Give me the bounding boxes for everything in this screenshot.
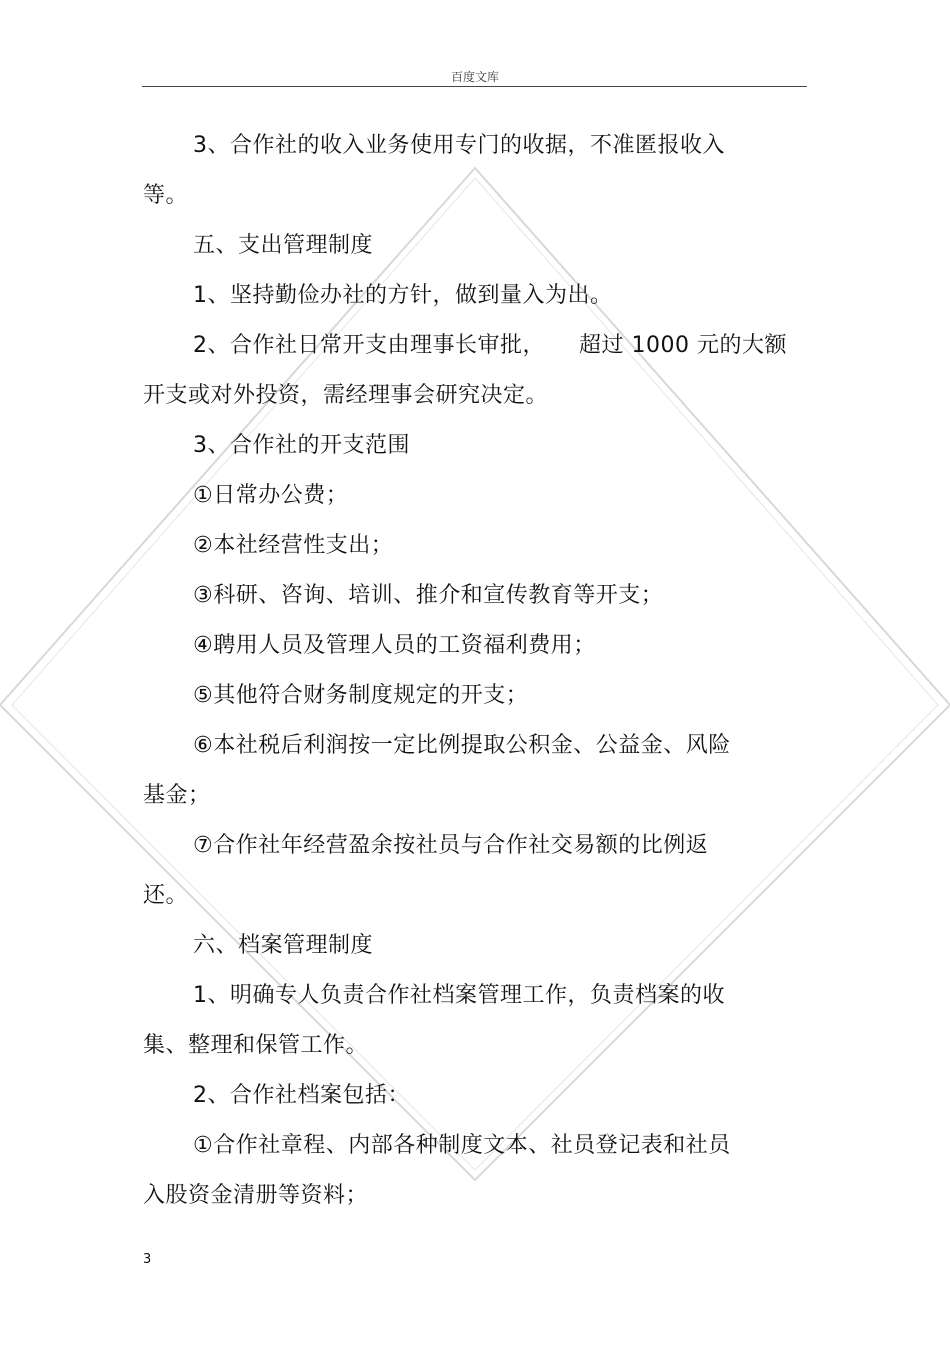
list-item: ③科研、咨询、培训、推介和宣传教育等开支； xyxy=(193,583,664,608)
header-title: 百度文库 xyxy=(450,70,499,84)
paragraph-line: 3、合作社的收入业务使用专门的收据，不准匿报收入 xyxy=(193,133,725,158)
section-heading: 六、档案管理制度 xyxy=(193,933,374,958)
list-item: ⑥本社税后利润按一定比例提取公积金、公益金、风险 xyxy=(193,733,731,758)
list-item-continuation: 还。 xyxy=(143,883,189,908)
paragraph-line: 集、整理和保管工作。 xyxy=(143,1033,369,1058)
list-item: ①合作社章程、内部各种制度文本、社员登记表和社员 xyxy=(193,1133,731,1158)
paragraph-line: 1、坚持勤俭办社的方针，做到量入为出。 xyxy=(193,283,613,308)
list-item-continuation: 基金； xyxy=(143,783,211,808)
paragraph-line: 开支或对外投资，需经理事会研究决定。 xyxy=(143,383,549,408)
list-item: ①日常办公费； xyxy=(193,483,349,508)
section-heading: 五、支出管理制度 xyxy=(193,233,374,258)
paragraph-line: 1、明确专人负责合作社档案管理工作，负责档案的收 xyxy=(193,983,725,1008)
paragraph-line: 2、合作社日常开支由理事长审批， 超过 1000 元的大额 xyxy=(193,333,787,358)
list-item: ⑤其他符合财务制度规定的开支； xyxy=(193,683,529,708)
paragraph-line: 2、合作社档案包括： xyxy=(193,1083,410,1108)
paragraph-line: 等。 xyxy=(143,183,189,208)
page-number: 3 xyxy=(143,1252,152,1267)
list-item: ④聘用人员及管理人员的工资福利费用； xyxy=(193,633,596,658)
list-item: ②本社经营性支出； xyxy=(193,533,394,558)
paragraph-line: 3、合作社的开支范围 xyxy=(193,433,410,458)
header-divider xyxy=(142,86,807,87)
list-item-continuation: 入股资金清册等资料； xyxy=(143,1183,369,1208)
list-item: ⑦合作社年经营盈余按社员与合作社交易额的比例返 xyxy=(193,833,709,858)
